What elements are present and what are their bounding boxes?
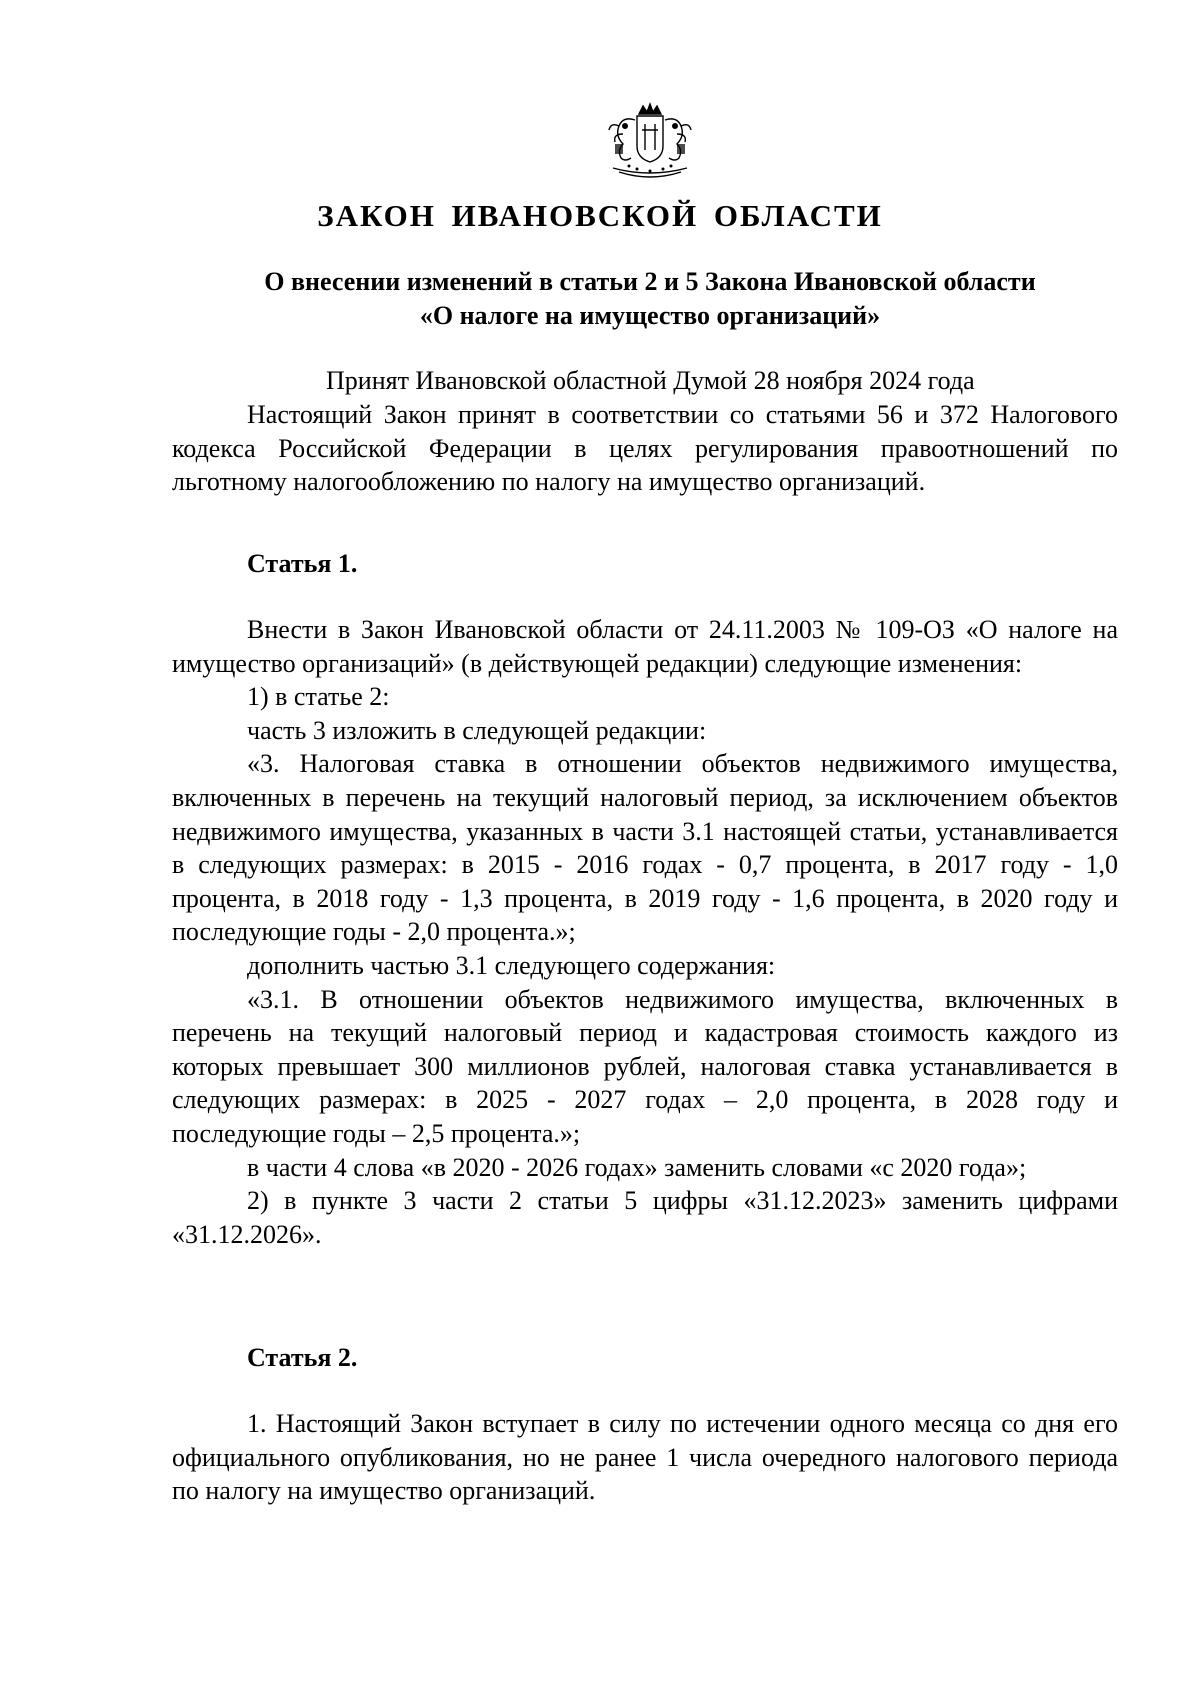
article-1-heading: Статья 1. bbox=[247, 549, 358, 578]
article-1-paragraph: «3. Налоговая ставка в отношении объектов недвижимого имущества, включенных в перечень на текущий налоговый период, за исключением объектов недвижимого имущества, указанных в части 3.1 настоящей статьи, устанавливается в следующих размерах: в 2015 - 2016 годах - 0,7 процента, в 2017 году - 1,0 процента, в 2018 году - 1,3 процента, в 2019 году - 1,6 процента, в 2020 году и последующие годы - 2,0 процента.»; bbox=[172, 749, 1118, 947]
law-subject bbox=[170, 265, 1130, 333]
article-2-body bbox=[172, 1407, 1118, 1508]
article-1-body bbox=[172, 613, 1118, 1251]
article-1-paragraph: в части 4 слова «в 2020 - 2026 годах» заменить словами «с 2020 года»; bbox=[247, 1152, 1027, 1182]
article-1-paragraph: дополнить частью 3.1 следующего содержания: bbox=[247, 950, 776, 980]
adoption-statement: Принят Ивановской областной Думой 28 ноября 2024 года bbox=[326, 366, 975, 395]
article-1-paragraph: 1) в статье 2: bbox=[247, 682, 390, 712]
preamble-text: Настоящий Закон принят в соответствии со статьями 56 и 372 Налогового кодекса Российской Федерации в целях регулирования правоотношений по льготному налогообложению по налогу на имущество организаций. bbox=[172, 400, 1118, 497]
coat-of-arms-icon bbox=[595, 100, 705, 182]
article-1-paragraph: часть 3 изложить в следующей редакции: bbox=[247, 715, 707, 745]
preamble bbox=[172, 398, 1118, 499]
article-1-paragraph: Внести в Закон Ивановской области от 24.11.2003 № 109-ОЗ «О налоге на имущество организаций» (в действующей редакции) следующие изменения: bbox=[172, 615, 1118, 678]
article-1-paragraph: 2) в пункте 3 части 2 статьи 5 цифры «31.12.2023» заменить цифрами «31.12.2026». bbox=[172, 1186, 1118, 1249]
law-subject-line-2: «О налоге на имущество организаций» bbox=[419, 301, 881, 330]
law-title: ЗАКОН ИВАНОВСКОЙ ОБЛАСТИ bbox=[317, 198, 883, 233]
article-1-paragraph: «3.1. В отношении объектов недвижимого имущества, включенных в перечень на текущий налоговый период и кадастровая стоимость каждого из которых превышает 300 миллионов рублей, налоговая ставка устанавливается в следующих размерах: в 2025 - 2027 годах – 2,0 процента, в 2028 году и последующие годы – 2,5 процента.»; bbox=[172, 984, 1118, 1148]
law-subject-line-1: О внесении изменений в статьи 2 и 5 Закона Ивановской области bbox=[264, 267, 1036, 296]
article-2-heading: Статья 2. bbox=[247, 1343, 358, 1372]
article-2-paragraph: 1. Настоящий Закон вступает в силу по истечении одного месяца со дня его официального опубликования, но не ранее 1 числа очередного налогового периода по налогу на имущество организаций. bbox=[172, 1409, 1118, 1506]
